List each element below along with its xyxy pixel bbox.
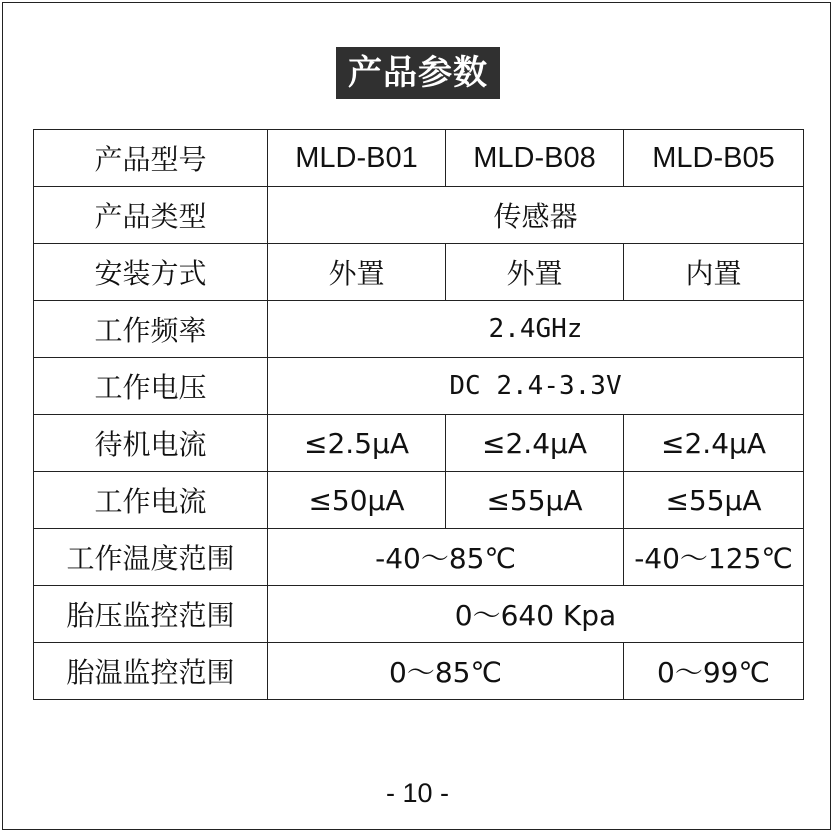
current-b05: ≤55μA (624, 472, 804, 529)
section-title: 产品参数 (336, 47, 500, 99)
standby-b05: ≤2.4μA (624, 415, 804, 472)
table-row-pressure-monitoring (34, 586, 804, 643)
mount-b01: 外置 (268, 244, 446, 301)
row-label-standby-current: 待机电流 (34, 415, 268, 472)
row-label-frequency: 工作频率 (34, 301, 268, 358)
row-label-temperature-range: 工作温度范围 (34, 529, 268, 586)
row-label-temperature-monitoring: 胎温监控范围 (34, 643, 268, 700)
row-label-model: 产品型号 (34, 130, 268, 187)
temperature-range-b01-b08: -40～85℃ (268, 529, 624, 586)
page-number: - 10 - (385, 778, 450, 808)
table-row-mount (34, 244, 804, 301)
row-label-working-current: 工作电流 (34, 472, 268, 529)
table-row-working-current (34, 472, 804, 529)
table-row-type (34, 187, 804, 244)
mount-b08: 外置 (446, 244, 624, 301)
standby-b01: ≤2.5μA (268, 415, 446, 472)
table-row-standby-current (34, 415, 804, 472)
product-parameters-table (33, 129, 804, 700)
frequency-value: 2.4GHz (268, 301, 804, 358)
standby-b08: ≤2.4μA (446, 415, 624, 472)
table-row-temperature-monitoring (34, 643, 804, 700)
temperature-monitoring-b01-b08: 0～85℃ (268, 643, 624, 700)
row-label-pressure-monitoring: 胎压监控范围 (34, 586, 268, 643)
current-b08: ≤55μA (446, 472, 624, 529)
table-row-temperature-range (34, 529, 804, 586)
table-row-voltage (34, 358, 804, 415)
type-value: 传感器 (268, 187, 804, 244)
pressure-monitoring-value: 0～640 Kpa (268, 586, 804, 643)
model-b01: MLD-B01 (268, 130, 446, 187)
table-row-model (34, 130, 804, 187)
model-b08: MLD-B08 (446, 130, 624, 187)
model-b05: MLD-B05 (624, 130, 804, 187)
mount-b05: 内置 (624, 244, 804, 301)
row-label-type: 产品类型 (34, 187, 268, 244)
temperature-monitoring-b05: 0～99℃ (624, 643, 804, 700)
voltage-value: DC 2.4-3.3V (268, 358, 804, 415)
current-b01: ≤50μA (268, 472, 446, 529)
temperature-range-b05: -40～125℃ (624, 529, 804, 586)
row-label-mount: 安装方式 (34, 244, 268, 301)
table-row-frequency (34, 301, 804, 358)
row-label-voltage: 工作电压 (34, 358, 268, 415)
